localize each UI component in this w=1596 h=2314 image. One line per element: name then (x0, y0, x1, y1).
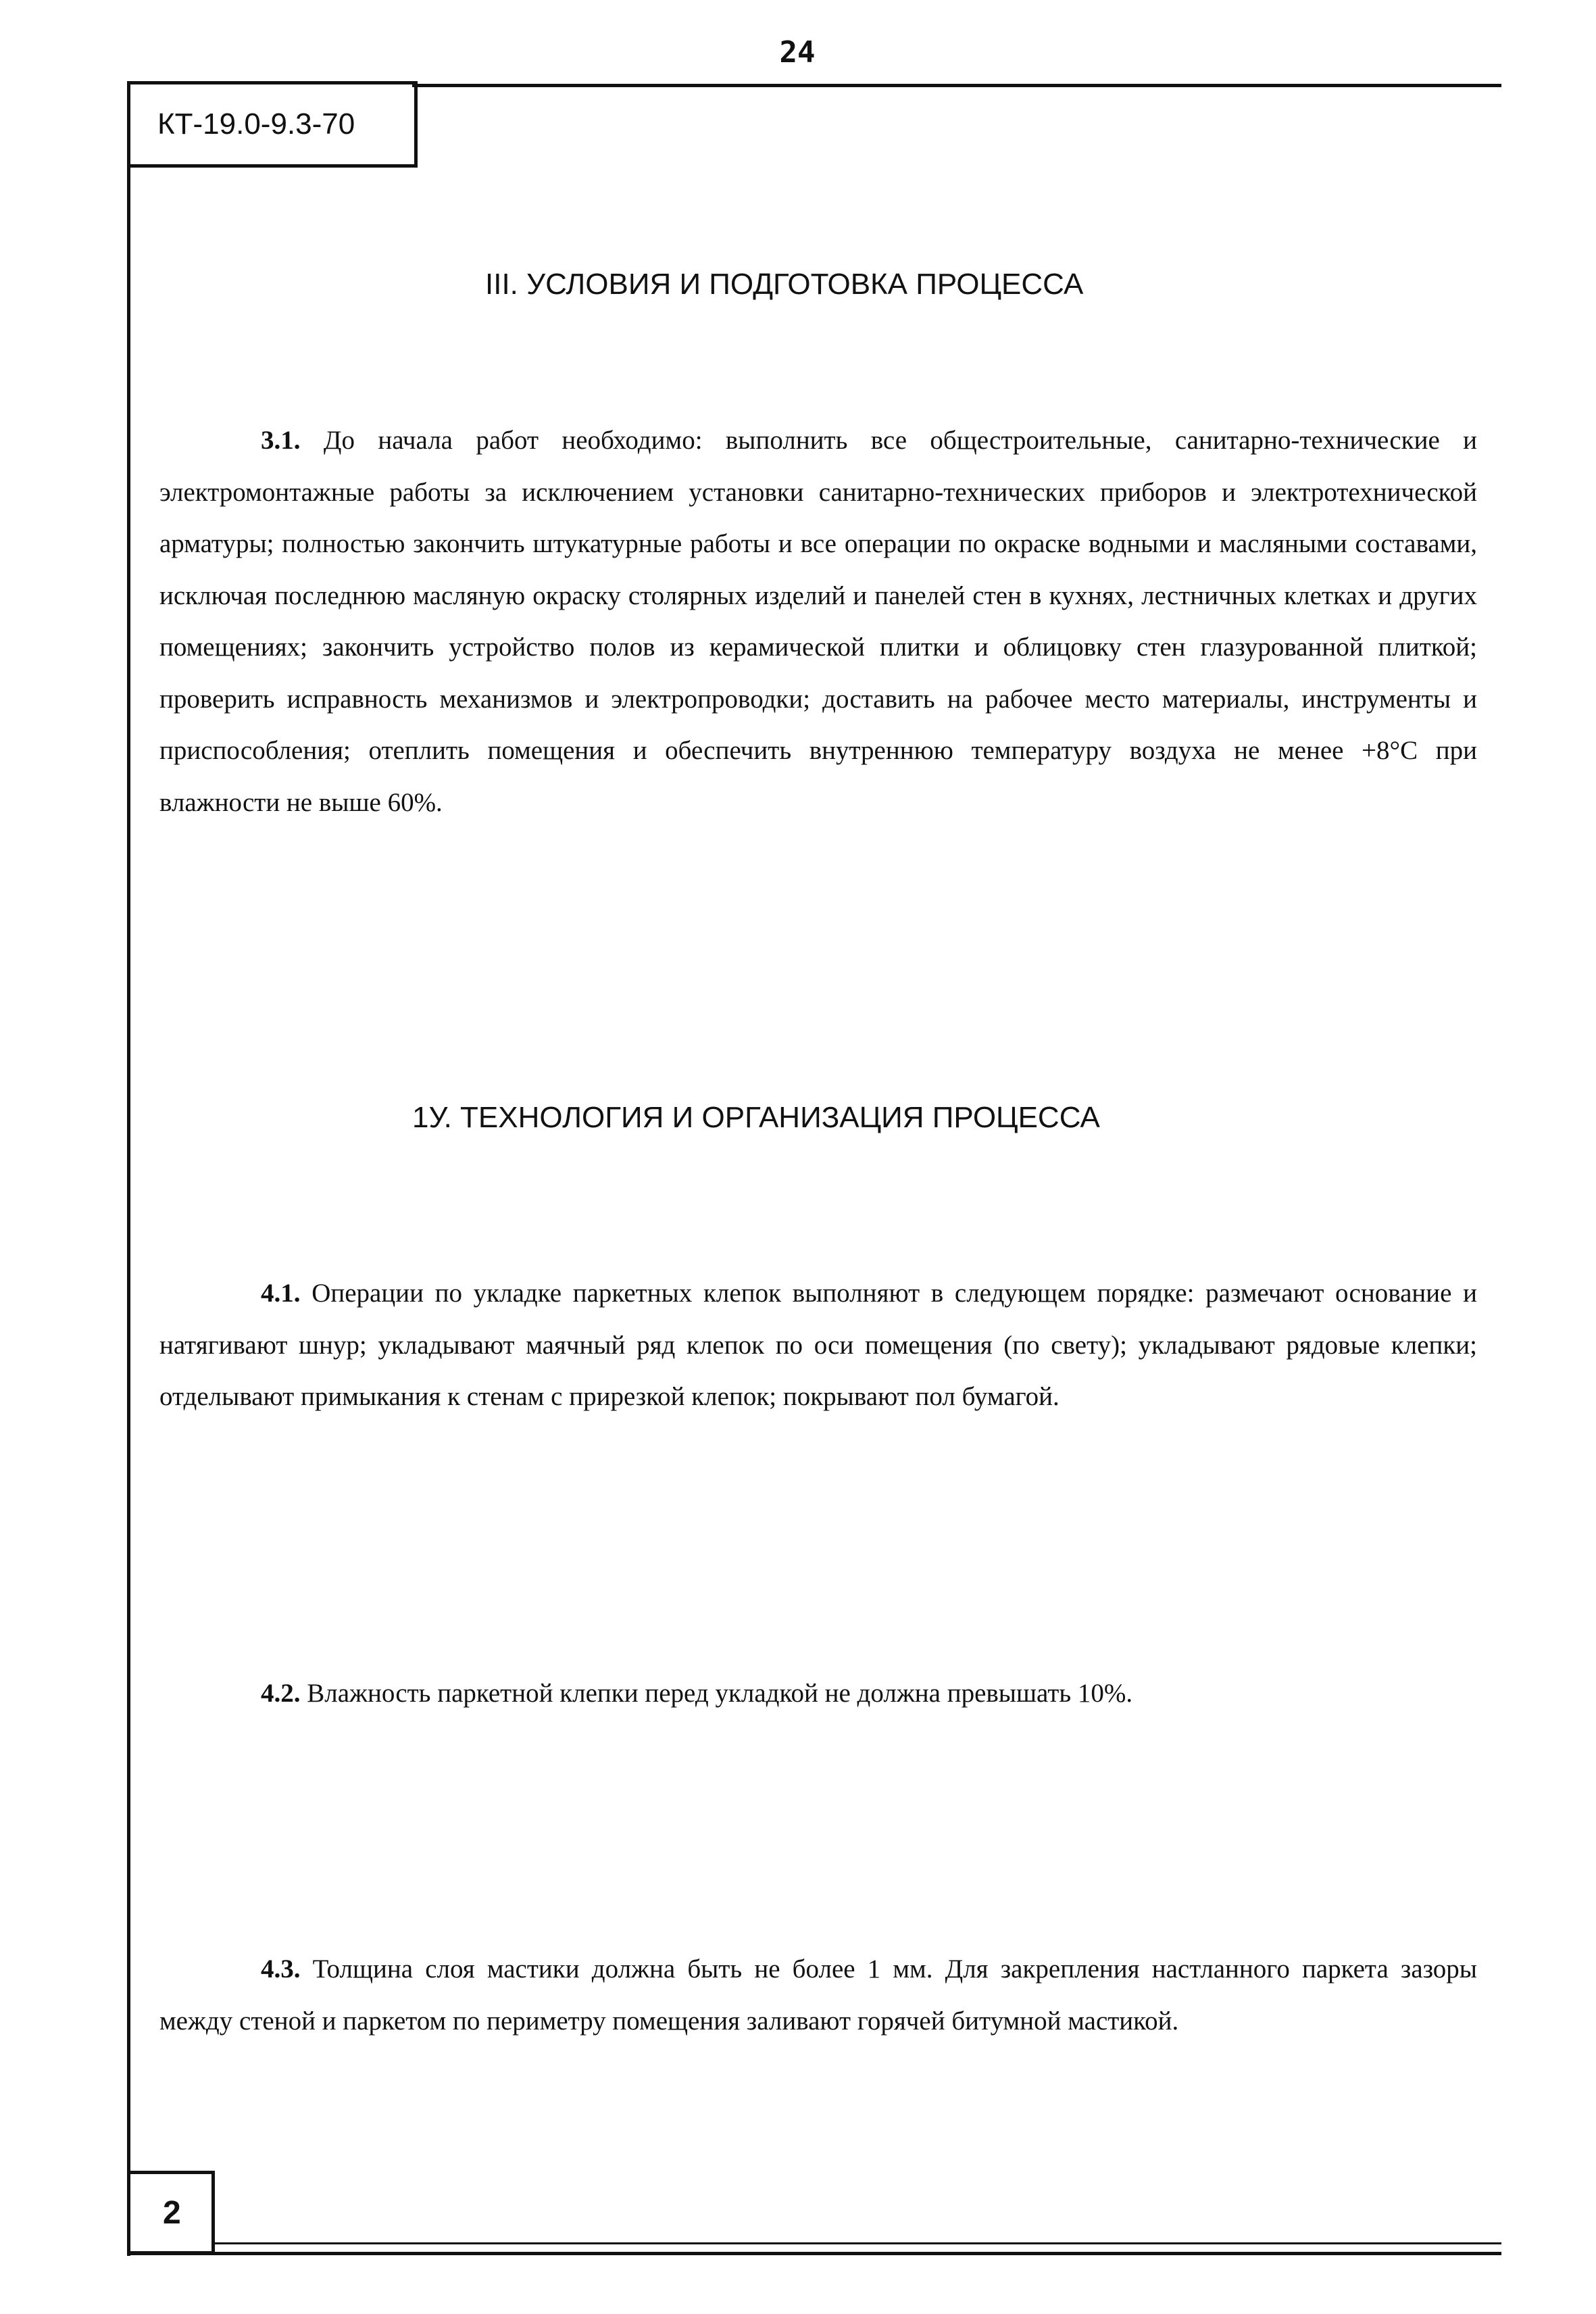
paragraph-text: Толщина слоя мастики должна быть не более 1 мм. Для закрепления настланного паркета зазоры между стеной и паркетом по периметру помещения заливают горячей битумной мастикой. (159, 1954, 1478, 2036)
page-number: 24 (779, 35, 816, 70)
bottom-frame-line (127, 2252, 1501, 2255)
paragraph (159, 1268, 1477, 1423)
paragraph-number: 4.1. (261, 1279, 301, 1308)
paragraph-text: Операции по укладке паркетных клепок выполняют в следующем порядке: размечают основание и натягивают шнур; укладывают маячный ряд клепок по оси помещения (по свету); укладывают рядовые клепки; отделывают примыкания к стенам с прирезкой клепок; покрывают пол бумагой. (159, 1279, 1478, 1411)
section-heading: III. УСЛОВИЯ И ПОДГОТОВКА ПРОЦЕССА (485, 268, 1084, 301)
paragraph (159, 415, 1477, 829)
document-code: КТ-19.0-9.3-70 (157, 107, 355, 141)
sheet-number-stamp (127, 2171, 215, 2255)
left-frame-line (127, 84, 130, 2256)
paragraph (159, 1944, 1477, 2047)
section-heading: 1У. ТЕХНОЛОГИЯ И ОРГАНИЗАЦИЯ ПРОЦЕССА (412, 1101, 1100, 1134)
bottom-frame-line-secondary (215, 2242, 1501, 2244)
paragraph-text: Влажность паркетной клепки перед укладкой не должна превышать 10%. (307, 1679, 1133, 1708)
paragraph (159, 1668, 1477, 1720)
top-frame-line (412, 84, 1501, 87)
document-code-stamp (127, 81, 418, 168)
paragraph-number: 4.3. (261, 1954, 301, 1984)
paragraph-number: 4.2. (261, 1679, 301, 1708)
sheet-number: 2 (163, 2194, 181, 2231)
paragraph-number: 3.1. (261, 426, 301, 455)
paragraph-text: До начала работ необходимо: выполнить все общестроительные, санитарно-технические и электромонтажные работы за исключением установки санитарно-технических приборов и электротехнической арматуры; полностью закончить штукатурные работы и все операции по окраске водными и масляными составами, исключая последнюю масляную окраску столярных изделий и панелей стен в кухнях, лестничных клетках и других помещениях; закончить устройство полов из керамической плитки и облицовку стен глазурованной плиткой; проверить исправность механизмов и электропроводки; доставить на рабочее место материалы, инструменты и приспособления; отеплить помещения и обеспечить внутреннюю температуру воздуха не менее +8°С при влажности не выше 60%. (159, 426, 1477, 817)
